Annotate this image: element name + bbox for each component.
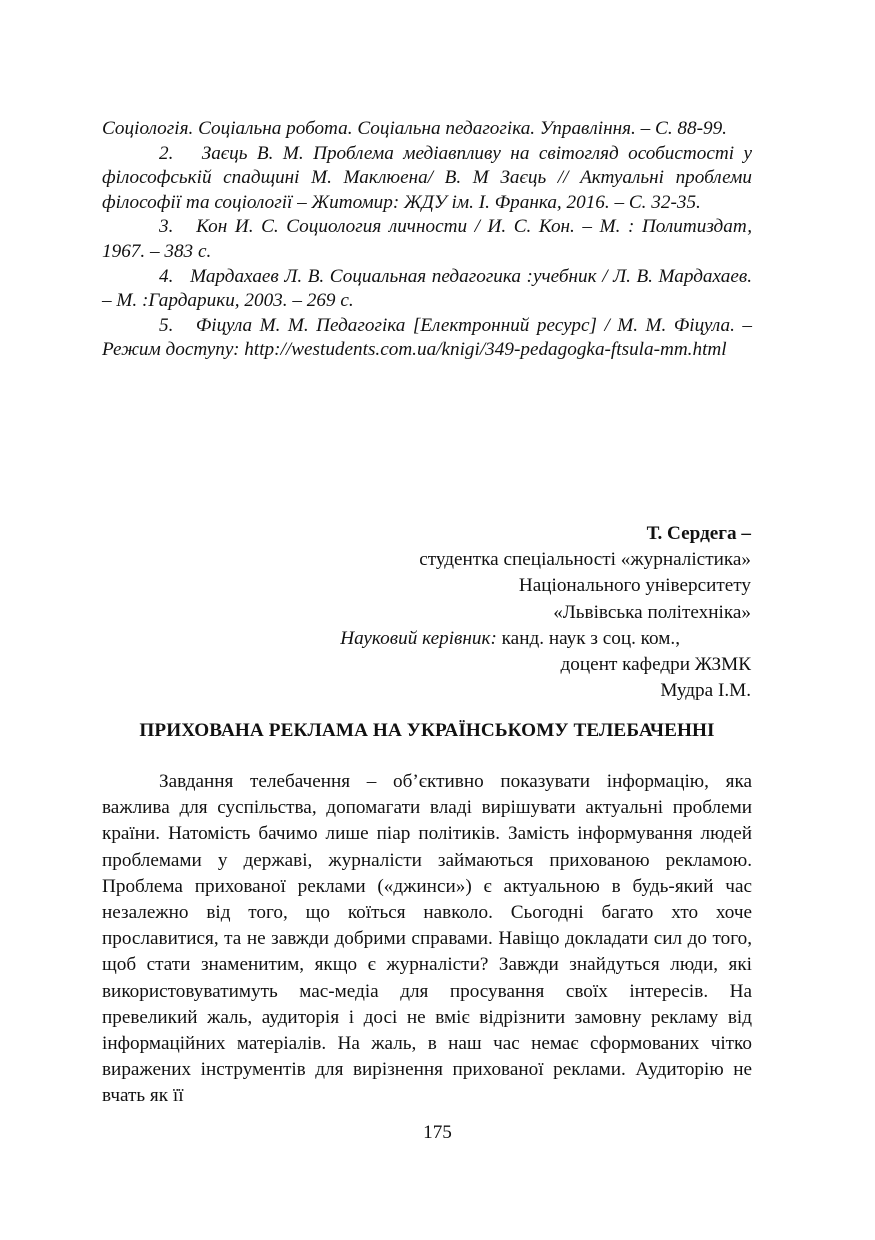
author-affiliation-line: Національного університету xyxy=(518,575,751,597)
author-block xyxy=(191,521,751,704)
article-paragraph: Завдання телебачення – об’єктивно показувати інформацію, яка важлива для суспільства, допомагати владі вирішувати актуальні проблеми країни. Натомість бачимо лише піар політиків. Замість інформування людей проблемами у державі, журналісти займаються прихованою рекламою. Проблема прихованої реклами («джинси») є актуальною в будь-який час незалежно від того, що коїться навколо. Сьогодні багато хто хоче прославитися, та не завжди добрими справами. Навіщо докладати сил до того, щоб стати знаменитим, якщо є журналісти? Завжди знайдуться люди, які використовуватимуть мас-медіа для просування своїх інтересів. На превеликий жаль, аудиторія і досі не вміє відрізнити замовну рекламу від інформаційних матеріалів. На жаль, в наш час немає сформованих чітко виражених інструментів для вирізнення прихованої реклами. Аудиторію не вчать як її xyxy=(102,771,752,1107)
reference-list xyxy=(102,117,752,363)
reference-item: 3. Кон И. С. Социология личности / И. С. Кон. – М. : Политиздат, 1967. – 383 с. xyxy=(102,216,752,262)
article-body xyxy=(102,769,752,1110)
supervisor-position: доцент кафедри ЖЗМК xyxy=(560,654,751,676)
page-number: 175 xyxy=(423,1122,452,1143)
reference-item: Соціологія. Соціальна робота. Соціальна педагогіка. Управління. – С. 88-99. xyxy=(102,118,727,139)
author-affiliation-line: студентка спеціальності «журналістика» xyxy=(419,549,751,571)
reference-item: 4. Мардахаев Л. В. Социальная педагогика :учебник / Л. В. Мардахаев. – М. :Гардарики, 2003. – 269 с. xyxy=(102,265,752,312)
reference-item: 2. Заєць В. М. Проблема медіавпливу на світогляд особистості у філософській спадщині М. Маклюена/ В. М Заєць // Актуальні проблеми філософії та соціології – Житомир: ЖДУ ім. І. Франка, 2016. – С. 32-35. xyxy=(102,142,752,213)
supervisor-degree: канд. наук з соц. ком., xyxy=(496,627,680,649)
supervisor-line xyxy=(191,626,751,652)
author-name: Т. Сердега – xyxy=(646,523,751,544)
supervisor-label: Науковий керівник: xyxy=(340,627,497,649)
reference-item: 5. Фіцула М. М. Педагогіка [Електронний ресурс] / М. М. Фіцула. – Режим доступу: http://westudents.com.ua/knigi/349-pedagogka-ftsula-mm.html xyxy=(102,314,752,361)
author-affiliation-line: «Львівська політехніка» xyxy=(553,601,751,623)
article-title: ПРИХОВАНА РЕКЛАМА НА УКРАЇНСЬКОМУ ТЕЛЕБАЧЕННІ xyxy=(139,720,715,741)
supervisor-name: Мудра І.М. xyxy=(660,680,751,702)
